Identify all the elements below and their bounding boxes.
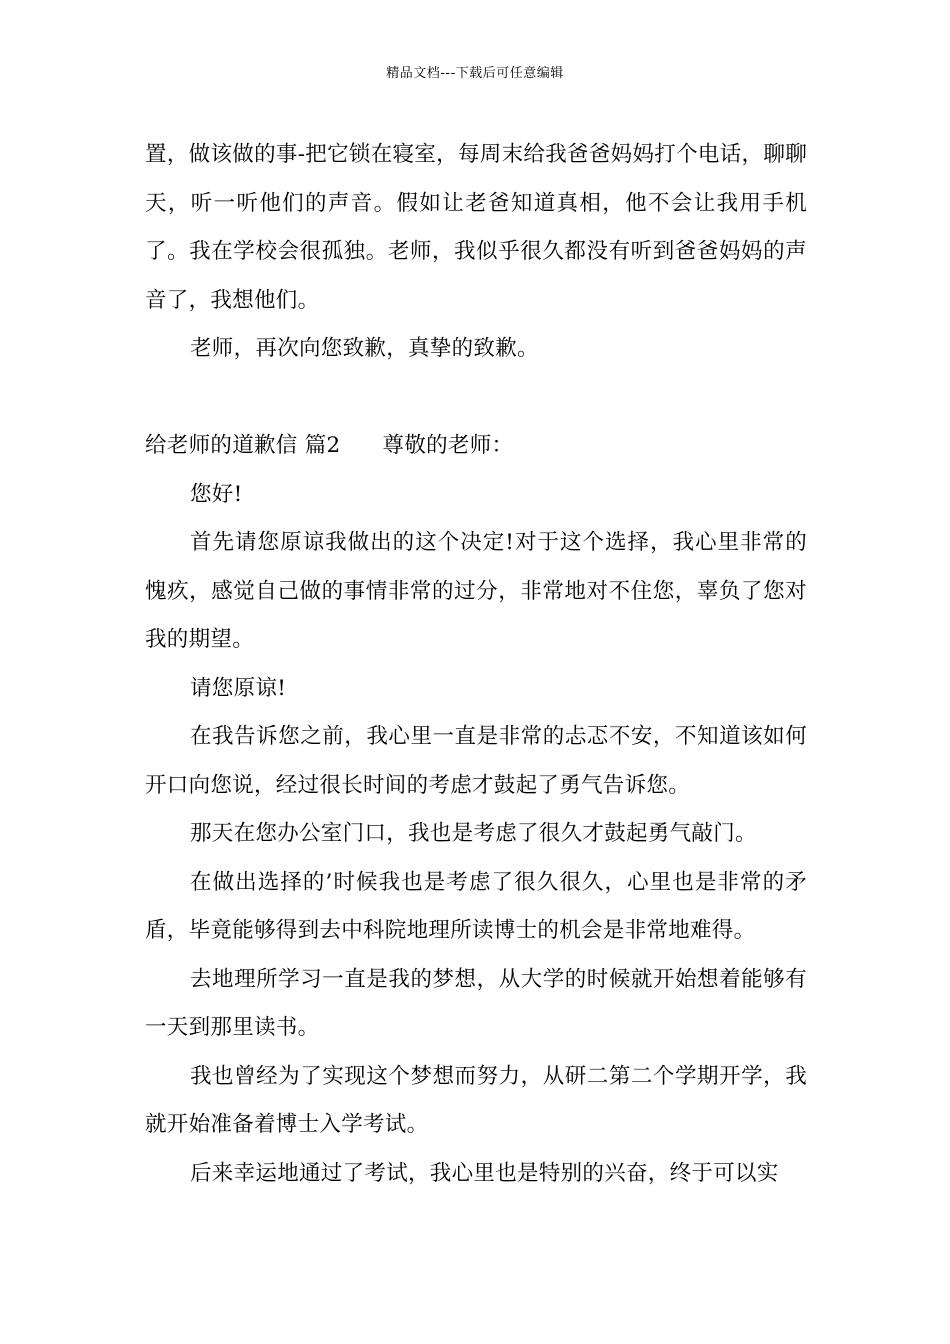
letter-greeting: 您好! [190, 481, 243, 507]
letter-paragraph: 去地理所学习一直是我的梦想，从大学的时候就开始想着能够有一天到那里读书。 [145, 966, 807, 1040]
document-body [145, 131, 807, 1198]
paragraph-apology-closing: 老师，再次向您致歉，真挚的致歉。 [190, 336, 539, 361]
section-heading [145, 422, 807, 471]
letter-salutation: 尊敬的老师： [382, 433, 514, 458]
letter-paragraph: 在做出选择的’时候我也是考虑了很久很久，心里也是非常的矛盾，毕竟能够得到去中科院地理所读博士的机会是非常地难得。 [145, 869, 807, 943]
letter-paragraph: 那天在您办公室门口，我也是考虑了很久才鼓起勇气敲门。 [190, 821, 757, 846]
letter-paragraph: 首先请您原谅我做出的这个决定!对于这个选择，我心里非常的愧疚，感觉自己做的事情非常的过分，非常地对不住您，辜负了您对我的期望。 [145, 530, 807, 652]
paragraph-continued: 置，做该做的事-把它锁在寝室，每周末给我爸爸妈妈打个电话，聊聊天，听一听他们的声音。假如让老爸知道真相，他不会让我用手机了。我在学校会很孤独。老师，我似乎很久都没有听到爸爸妈妈的声音了，我想他们。 [145, 142, 807, 313]
letter-paragraph: 我也曾经为了实现这个梦想而努力，从研二第二个学期开学，我就开始准备着博士入学考试。 [145, 1063, 807, 1137]
page-header: 精品文档---下载后可任意编辑 [386, 66, 564, 81]
letter-paragraph: 请您原谅! [190, 675, 287, 701]
letter-paragraph: 在我告诉您之前，我心里一直是非常的忐忑不安，不知道该如何开口向您说，经过很长时间的考虑才鼓起了勇气告诉您。 [145, 724, 807, 798]
section-title: 给老师的道歉信 篇2 [145, 433, 341, 458]
letter-paragraph: 后来幸运地通过了考试，我心里也是特别的兴奋，终于可以实 [190, 1160, 779, 1186]
